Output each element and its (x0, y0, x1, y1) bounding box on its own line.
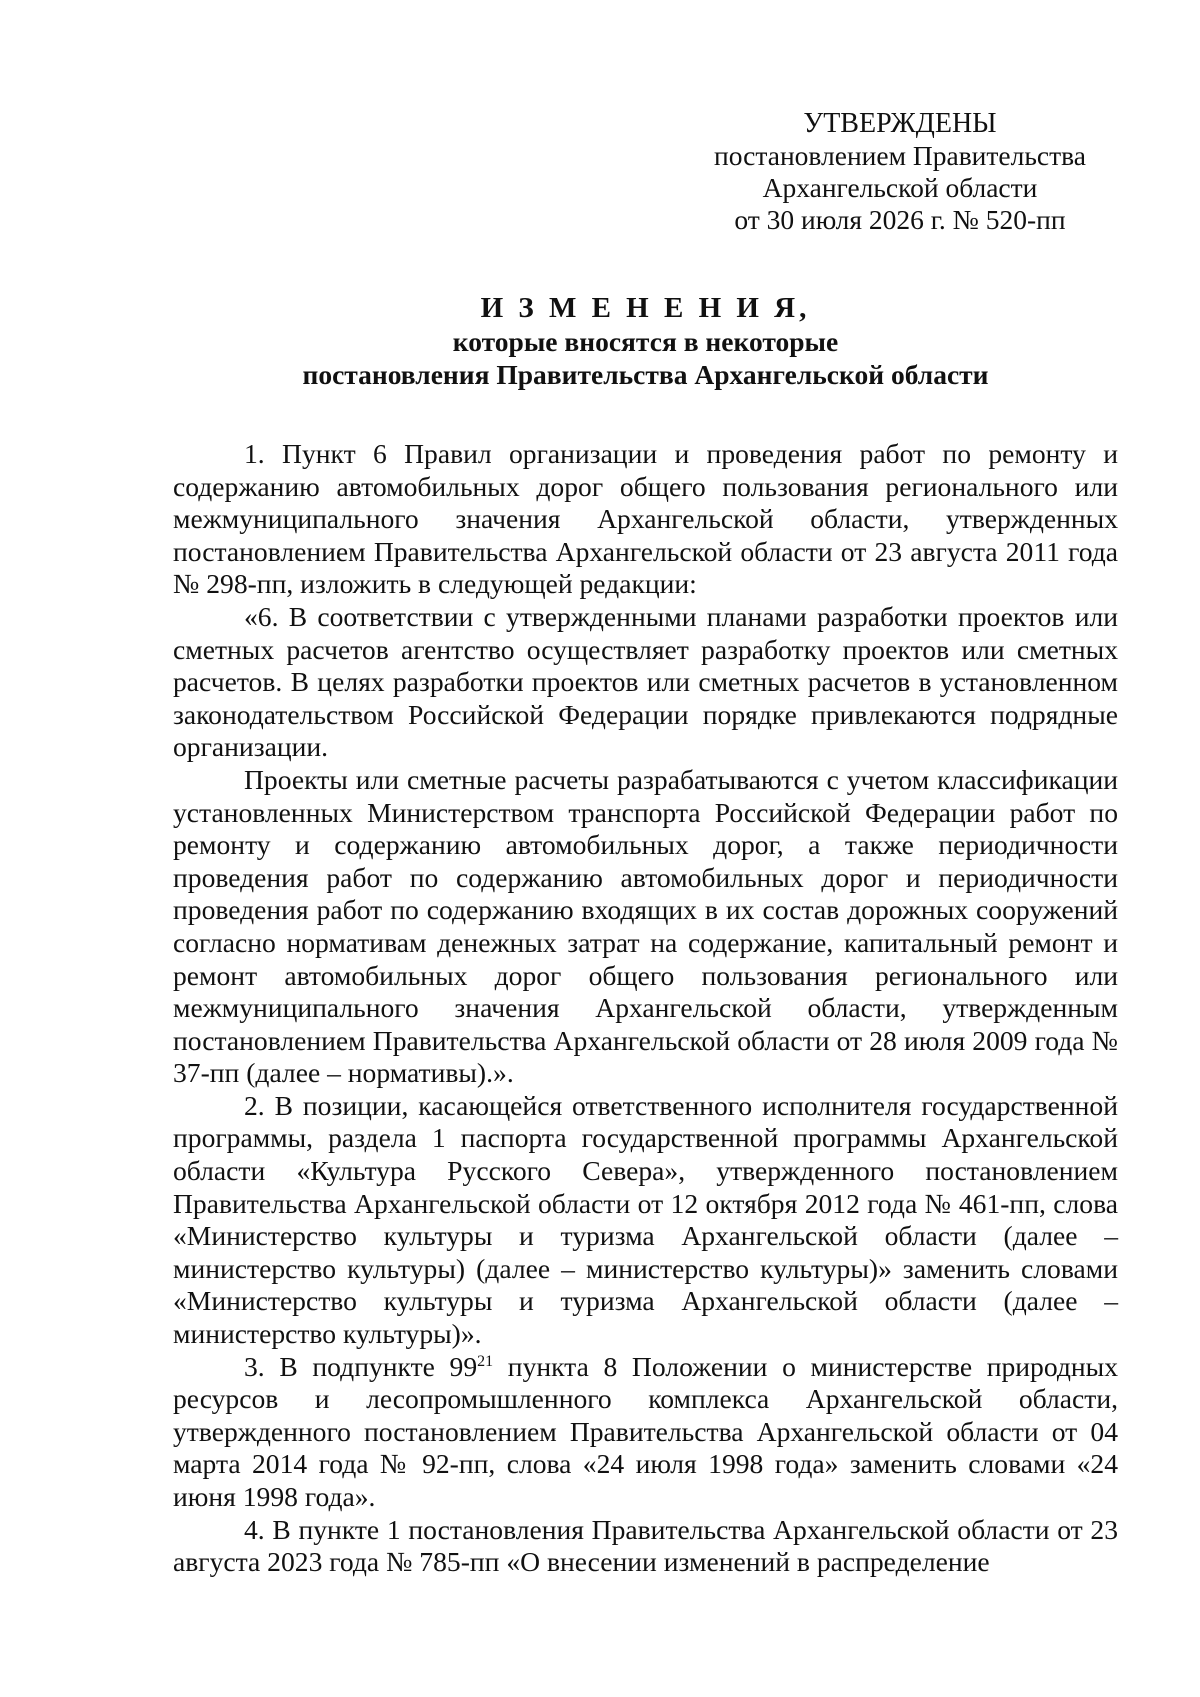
paragraph-5-superscript: 21 (477, 1352, 494, 1370)
paragraph-4: 2. В позиции, касающейся ответственного исполнителя государственной программы, раздела 1 паспорта государственной программы Архангельской области «Культура Русского Севера», утвержденного постановлением Правительства Архангельской области от 12 октября 2012 года № 461-пп, слова «Министерство культуры и туризма Архангельской области (далее – министерство культуры) (далее – министерство культуры)» заменить словами «Министерство культуры и туризма Архангельской области (далее – министерство культуры)». (173, 1089, 1118, 1350)
heading-line-2: постановления Правительства Архангельской области (302, 359, 989, 390)
paragraph-3: Проекты или сметные расчеты разрабатываются с учетом классификации установленных Министерством транспорта Российской Федерации работ по ремонту и содержанию автомобильных дорог, а также периодичности проведения работ по содержанию автомобильных дорог и периодичности проведения работ по содержанию входящих в их состав дорожных сооружений согласно нормативам денежных затрат на содержание, капитальный ремонт и ремонт автомобильных дорог общего пользования регионального или межмуниципального значения Архангельской области, утвержденным постановлением Правительства Архангельской области от 28 июля 2009 года № 37-пп (далее – нормативы).». (173, 763, 1118, 1089)
paragraph-6: 4. В пункте 1 постановления Правительства Архангельской области от 23 августа 2023 года № 785-пп «О внесении изменений в распределение (173, 1513, 1118, 1578)
document-body (173, 438, 1118, 1579)
paragraph-2: «6. В соответствии с утвержденными планами разработки проектов или сметных расчетов агентство осуществляет разработку проектов или сметных расчетов. В целях разработки проектов или сметных расчетов в установленном законодательством Российской Федерации порядке привлекаются подрядные организации. (173, 600, 1118, 763)
document-heading (173, 292, 1118, 391)
approval-line-2: Архангельской области (762, 172, 1038, 203)
paragraph-5 (173, 1351, 1118, 1514)
approval-title: УТВЕРЖДЕНЫ (803, 108, 997, 139)
paragraph-5-end: пункта 8 Положении о министерстве природных ресурсов и лесопромышленного комплекса Архангельской области, утвержденного постановлением Правительства Архангельской области от 04 марта 2014 года № 92-пп, слова «24 июля 1998 года» заменить словами «24 июня 1998 года». (173, 1350, 1118, 1512)
approval-line-3: от 30 июля 2026 г. № 520-пп (734, 204, 1066, 235)
approval-stamp (700, 108, 1100, 236)
paragraph-5-start: 3. В подпункте 99 (244, 1350, 478, 1382)
paragraph-1: 1. Пункт 6 Правил организации и проведения работ по ремонту и содержанию автомобильных дорог общего пользования регионального или межмуниципального значения Архангельской области, утвержденных постановлением Правительства Архангельской области от 23 августа 2011 года № 298-пп, изложить в следующей редакции: (173, 438, 1118, 600)
approval-line-1: постановлением Правительства (714, 140, 1086, 171)
heading-line-1: которые вносятся в некоторые (452, 326, 839, 357)
heading-title: И З М Е Н Е Н И Я, (480, 292, 811, 324)
